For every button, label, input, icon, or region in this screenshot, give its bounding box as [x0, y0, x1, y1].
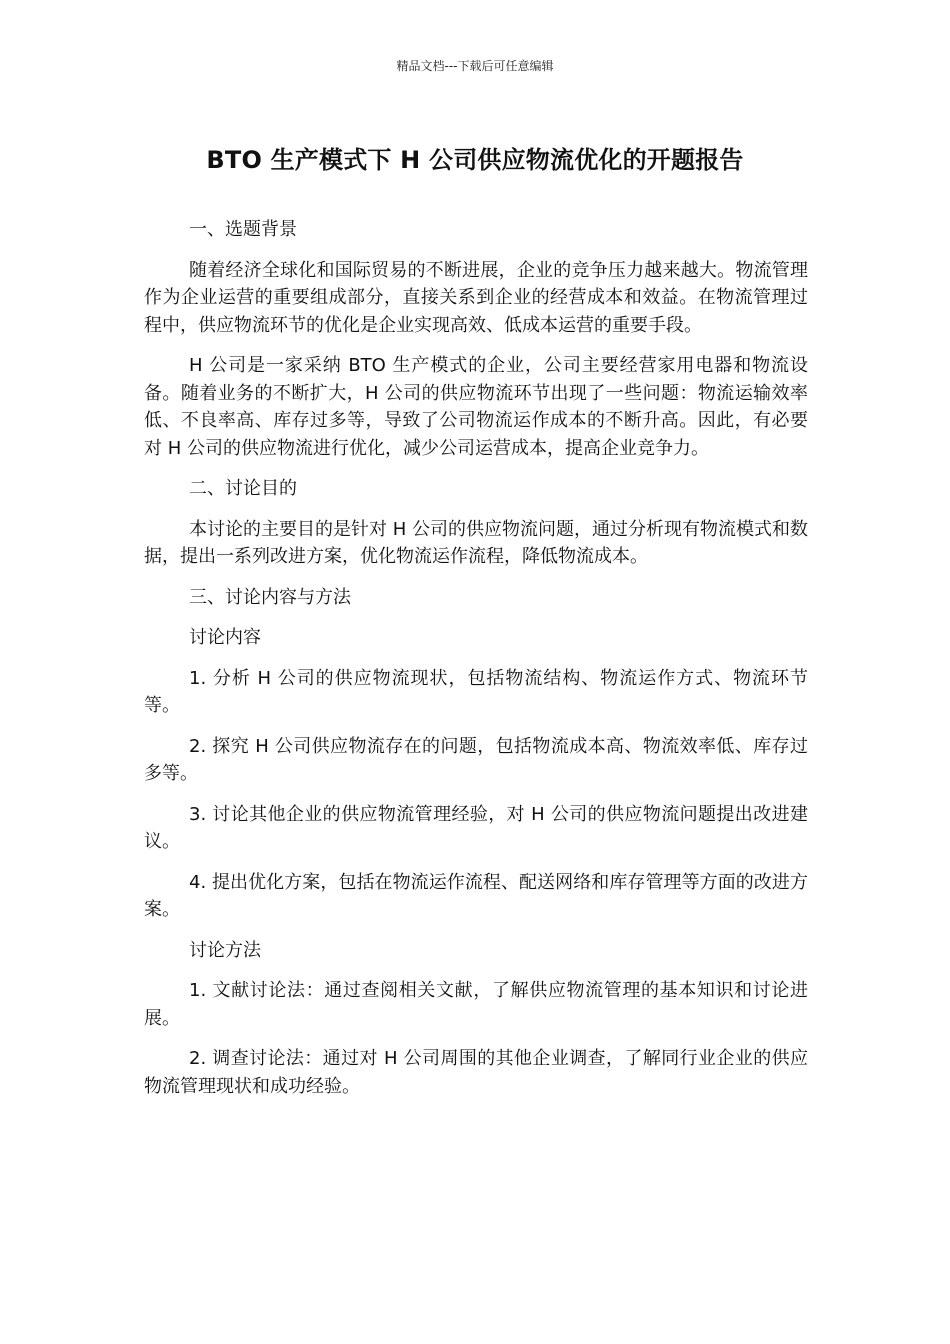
- section-heading-background: 一、选题背景: [189, 219, 297, 240]
- section-heading-purpose: 二、讨论目的: [189, 478, 297, 499]
- document-body: [144, 216, 808, 1113]
- document-title: BTO 生产模式下 H 公司供应物流优化的开题报告: [206, 146, 744, 174]
- subheading-method: 讨论方法: [189, 939, 261, 961]
- section-heading-content-method: 三、讨论内容与方法: [189, 586, 351, 608]
- paragraph: 本讨论的主要目的是针对 H 公司的供应物流问题，通过分析现有物流模式和数据，提出一系列改进方案，优化物流运作流程，降低物流成本。: [144, 518, 808, 567]
- list-item: 4. 提出优化方案，包括在物流运作流程、配送网络和库存管理等方面的改进方案。: [144, 871, 808, 920]
- paragraph: 随着经济全球化和国际贸易的不断进展，企业的竞争压力越来越大。物流管理作为企业运营的重要组成部分，直接关系到企业的经营成本和效益。在物流管理过程中，供应物流环节的优化是企业实现高效、低成本运营的重要手段。: [144, 259, 808, 336]
- list-item: 1. 文献讨论法：通过查阅相关文献，了解供应物流管理的基本知识和讨论进展。: [144, 980, 808, 1029]
- list-item: 2. 调查讨论法：通过对 H 公司周围的其他企业调查，了解同行业企业的供应物流管理现状和成功经验。: [144, 1048, 808, 1097]
- list-item: 2. 探究 H 公司供应物流存在的问题，包括物流成本高、物流效率低、库存过多等。: [144, 735, 808, 784]
- list-item: 1. 分析 H 公司的供应物流现状，包括物流结构、物流运作方式、物流环节等。: [144, 667, 808, 716]
- list-item: 3. 讨论其他企业的供应物流管理经验，对 H 公司的供应物流问题提出改进建议。: [144, 803, 808, 852]
- subheading-content: 讨论内容: [189, 627, 261, 648]
- paragraph: H 公司是一家采纳 BTO 生产模式的企业，公司主要经营家用电器和物流设备。随着业务的不断扩大，H 公司的供应物流环节出现了一些问题：物流运输效率低、不良率高、库存过多等，导致了公司物流运作成本的不断升高。因此，有必要对 H 公司的供应物流进行优化，减少公司运营成本，提高企业竞争力。: [144, 355, 808, 459]
- page-header: 精品文档---下载后可任意编辑: [396, 59, 554, 73]
